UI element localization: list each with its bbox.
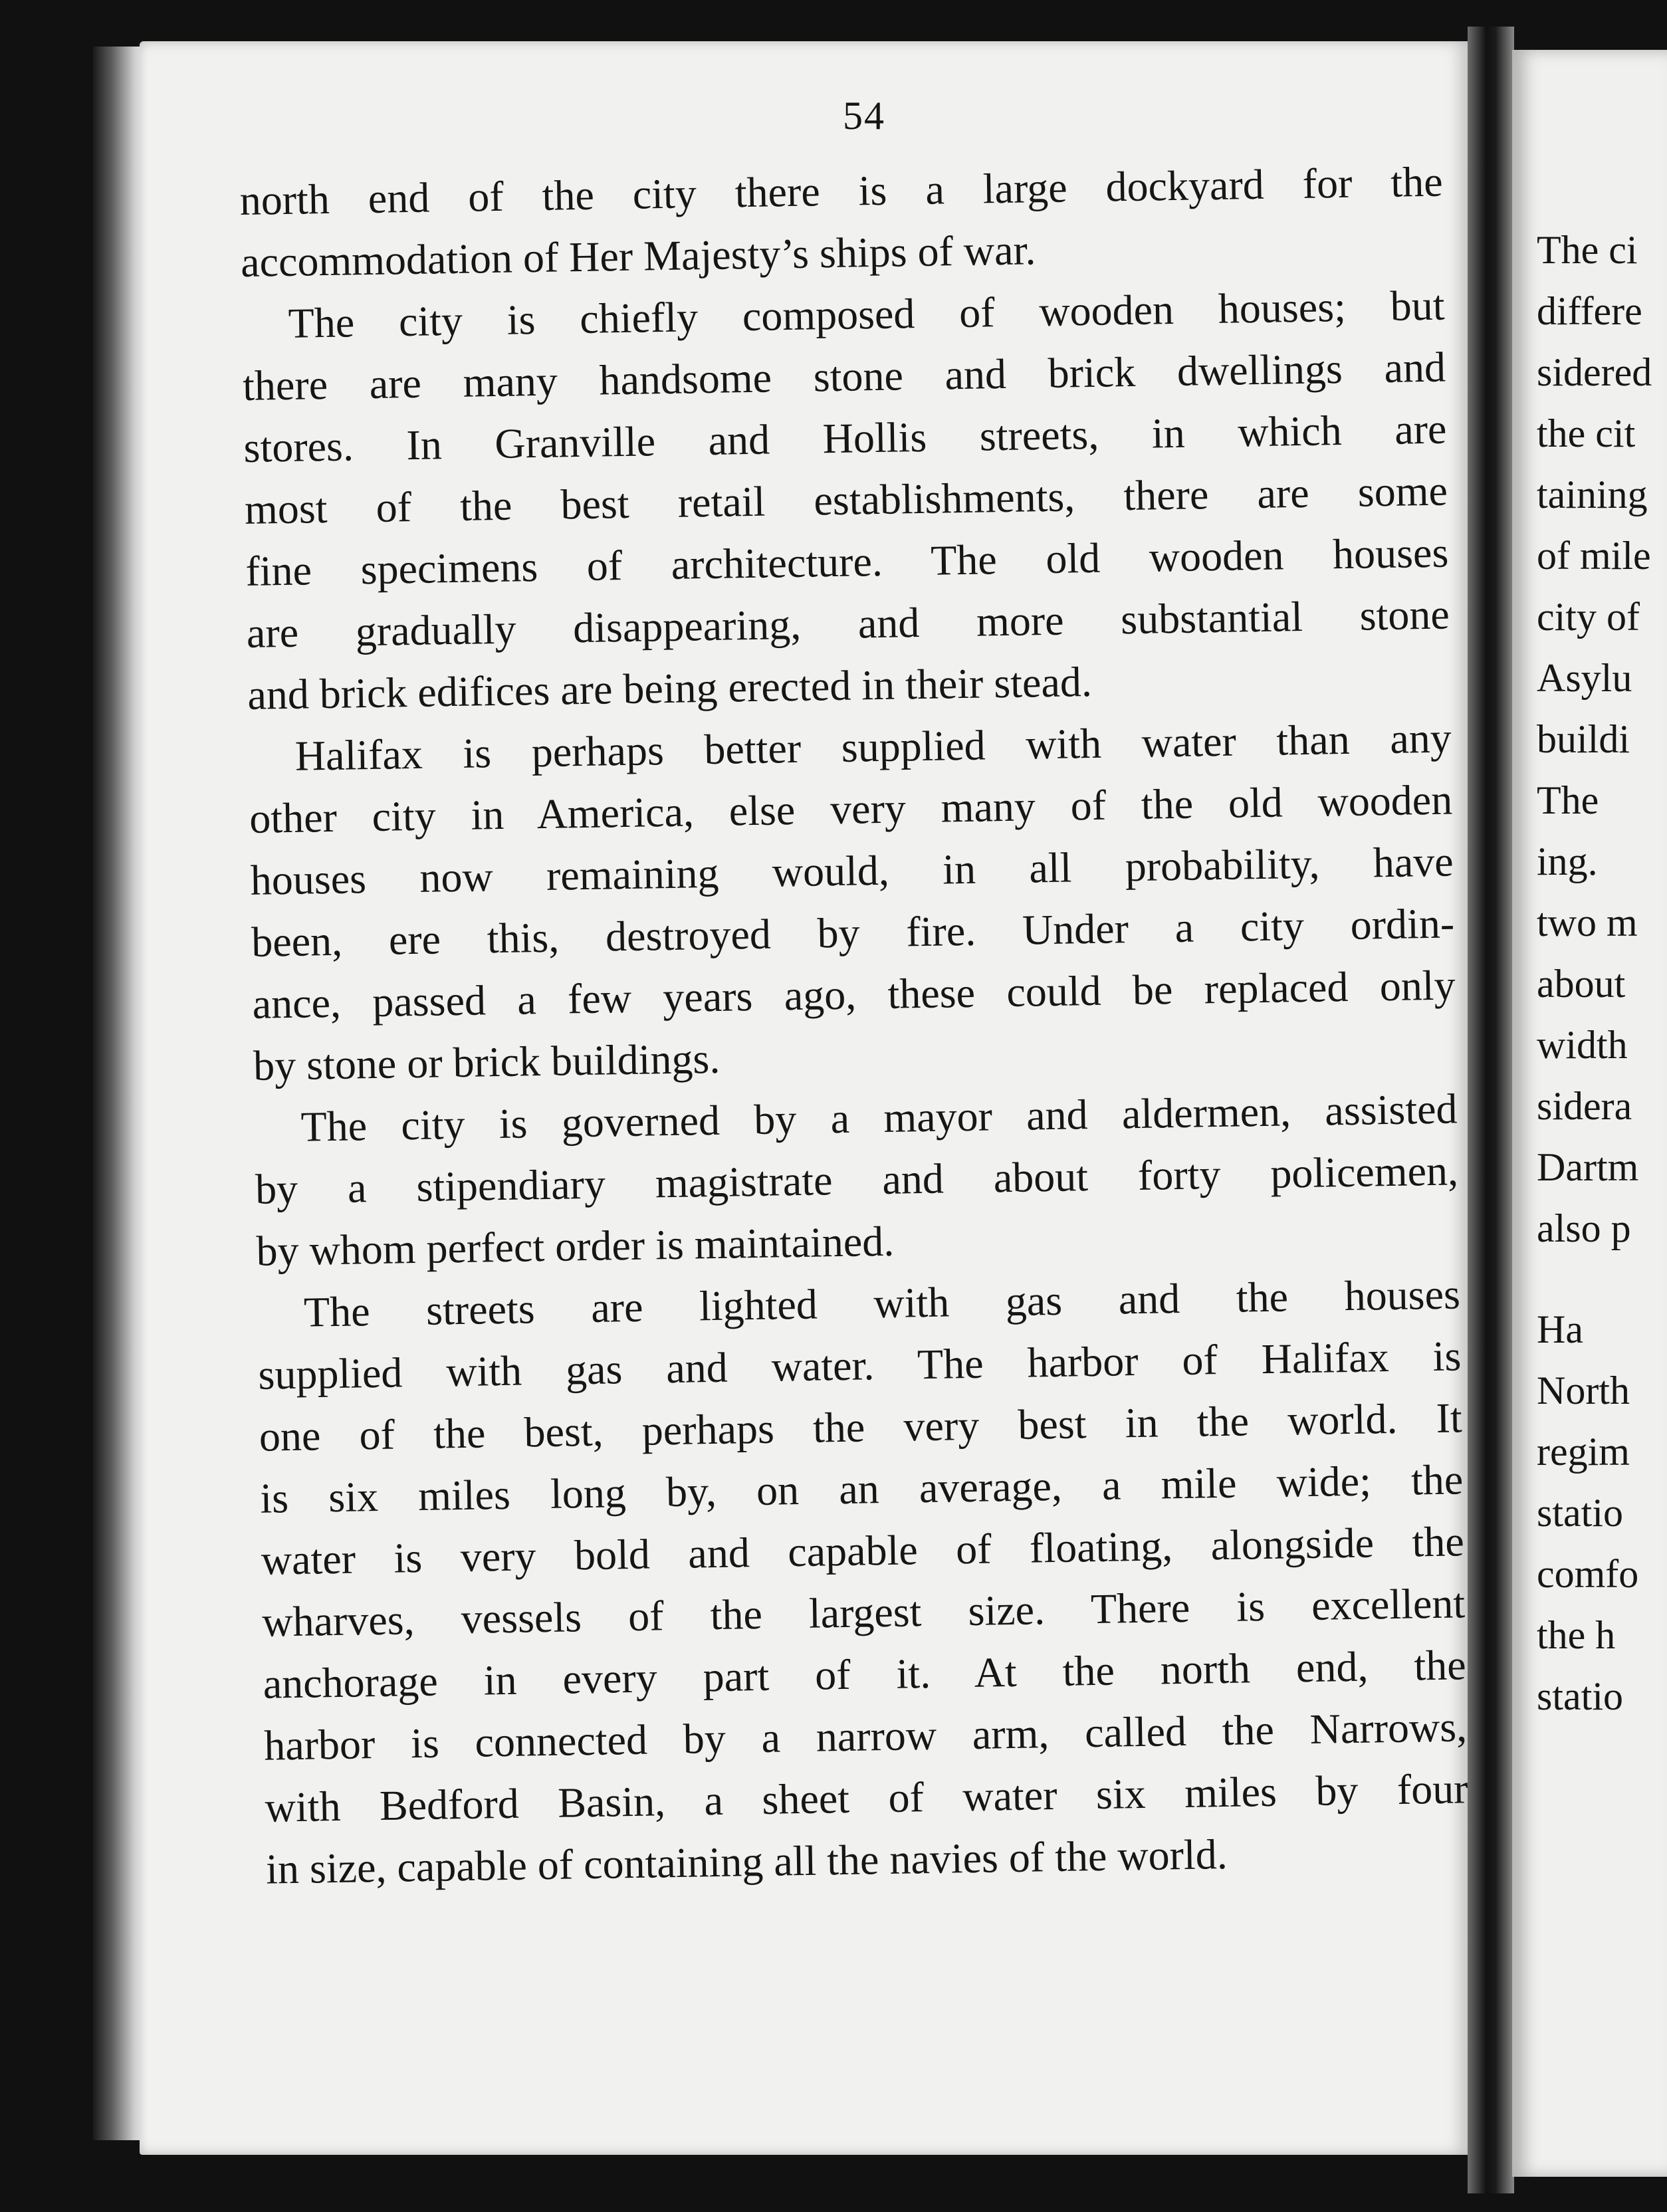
- fragment-line: two m: [1537, 901, 1638, 944]
- text-line: The city is governed by a mayor and aldermen, assisted: [300, 1085, 1458, 1151]
- text-line: in size, capable of containing all the navies of the world.: [265, 1830, 1228, 1893]
- fragment-line: statio: [1537, 1674, 1623, 1718]
- fragment-line: Dartm: [1537, 1145, 1639, 1189]
- fragment-line: ing.: [1537, 839, 1598, 883]
- text-line: other city in America, else very many of the old wooden: [249, 776, 1453, 842]
- page-number: 54: [843, 94, 885, 138]
- fragment-line: differe: [1537, 289, 1642, 333]
- text-line: supplied with gas and water. The harbor of Halifax is: [257, 1332, 1462, 1398]
- spacer: [1537, 1259, 1667, 1299]
- fragment-line: The ci: [1537, 228, 1638, 272]
- fragment-line: taining: [1537, 473, 1648, 516]
- text-line: ance, passed a few years ago, these could be replaced only: [252, 961, 1456, 1028]
- text-line: most of the best retail establishments, there are some: [244, 467, 1448, 533]
- fragment-line: buildi: [1537, 717, 1630, 761]
- fragment-line: the h: [1537, 1613, 1616, 1657]
- fragment-line: comfo: [1537, 1552, 1639, 1596]
- text-line: wharves, vessels of the largest size. There is excellent: [261, 1579, 1466, 1646]
- text-line: are gradually disappearing, and more substantial stone: [246, 590, 1450, 657]
- text-line: accommodation of Her Majesty’s ships of war.: [240, 226, 1036, 286]
- text-line: and brick edifices are being erected in their stead.: [247, 657, 1093, 719]
- text-line: is six miles long by, on an average, a mile wide; the: [259, 1456, 1464, 1522]
- text-line: anchorage in every part of it. At the north end, the: [263, 1641, 1467, 1708]
- fragment-line: Ha: [1537, 1307, 1583, 1351]
- fragment-line: statio: [1537, 1491, 1623, 1535]
- page-edge-shadow: [93, 47, 145, 2140]
- text-line: by a stipendiary magistrate and about forty policemen,: [255, 1147, 1459, 1213]
- fragment-line: of mile: [1537, 534, 1651, 578]
- text-line: been, ere this, destroyed by fire. Under a city ordin-: [251, 899, 1455, 966]
- text-line: there are many handsome stone and brick dwellings and: [242, 343, 1446, 409]
- fragment-line: The: [1537, 778, 1599, 822]
- text-line: by stone or brick buildings.: [253, 1034, 721, 1089]
- fragment-line: about: [1537, 962, 1626, 1006]
- text-line: water is very bold and capable of floating, alongside the: [261, 1517, 1465, 1584]
- text-line: with Bedford Basin, a sheet of water six miles by four: [265, 1765, 1469, 1831]
- text-line: one of the best, perhaps the very best in the world. It: [259, 1394, 1463, 1460]
- fragment-line: regim: [1537, 1430, 1630, 1474]
- fragment-line: the cit: [1537, 411, 1636, 455]
- fragment-line: North: [1537, 1369, 1630, 1412]
- fragment-line: also p: [1537, 1206, 1631, 1250]
- text-line: by whom perfect order is maintained.: [256, 1217, 895, 1275]
- text-line: The city is chiefly composed of wooden houses; but: [288, 281, 1445, 347]
- right-page-fragment-text: [1537, 219, 1667, 1727]
- fragment-line: sidered: [1537, 350, 1652, 394]
- text-line: harbor is connected by a narrow arm, called the Narrows,: [263, 1703, 1468, 1769]
- text-line: stores. In Granville and Hollis streets, in which are: [243, 405, 1447, 471]
- text-line: The streets are lighted with gas and the houses: [303, 1270, 1461, 1336]
- left-page-body-text: [239, 151, 1470, 1900]
- text-line: Halifax is perhaps better supplied with water than any: [294, 714, 1452, 780]
- fragment-line: Asylu: [1537, 656, 1632, 700]
- fragment-line: sidera: [1537, 1084, 1632, 1128]
- book-gutter: [1468, 27, 1514, 2193]
- fragment-line: city of: [1537, 595, 1640, 639]
- text-line: north end of the city there is a large dockyard for the: [239, 158, 1444, 224]
- text-line: fine specimens of architecture. The old wooden houses: [245, 528, 1449, 595]
- fragment-line: width: [1537, 1023, 1628, 1067]
- text-line: houses now remaining would, in all probability, have: [250, 837, 1454, 904]
